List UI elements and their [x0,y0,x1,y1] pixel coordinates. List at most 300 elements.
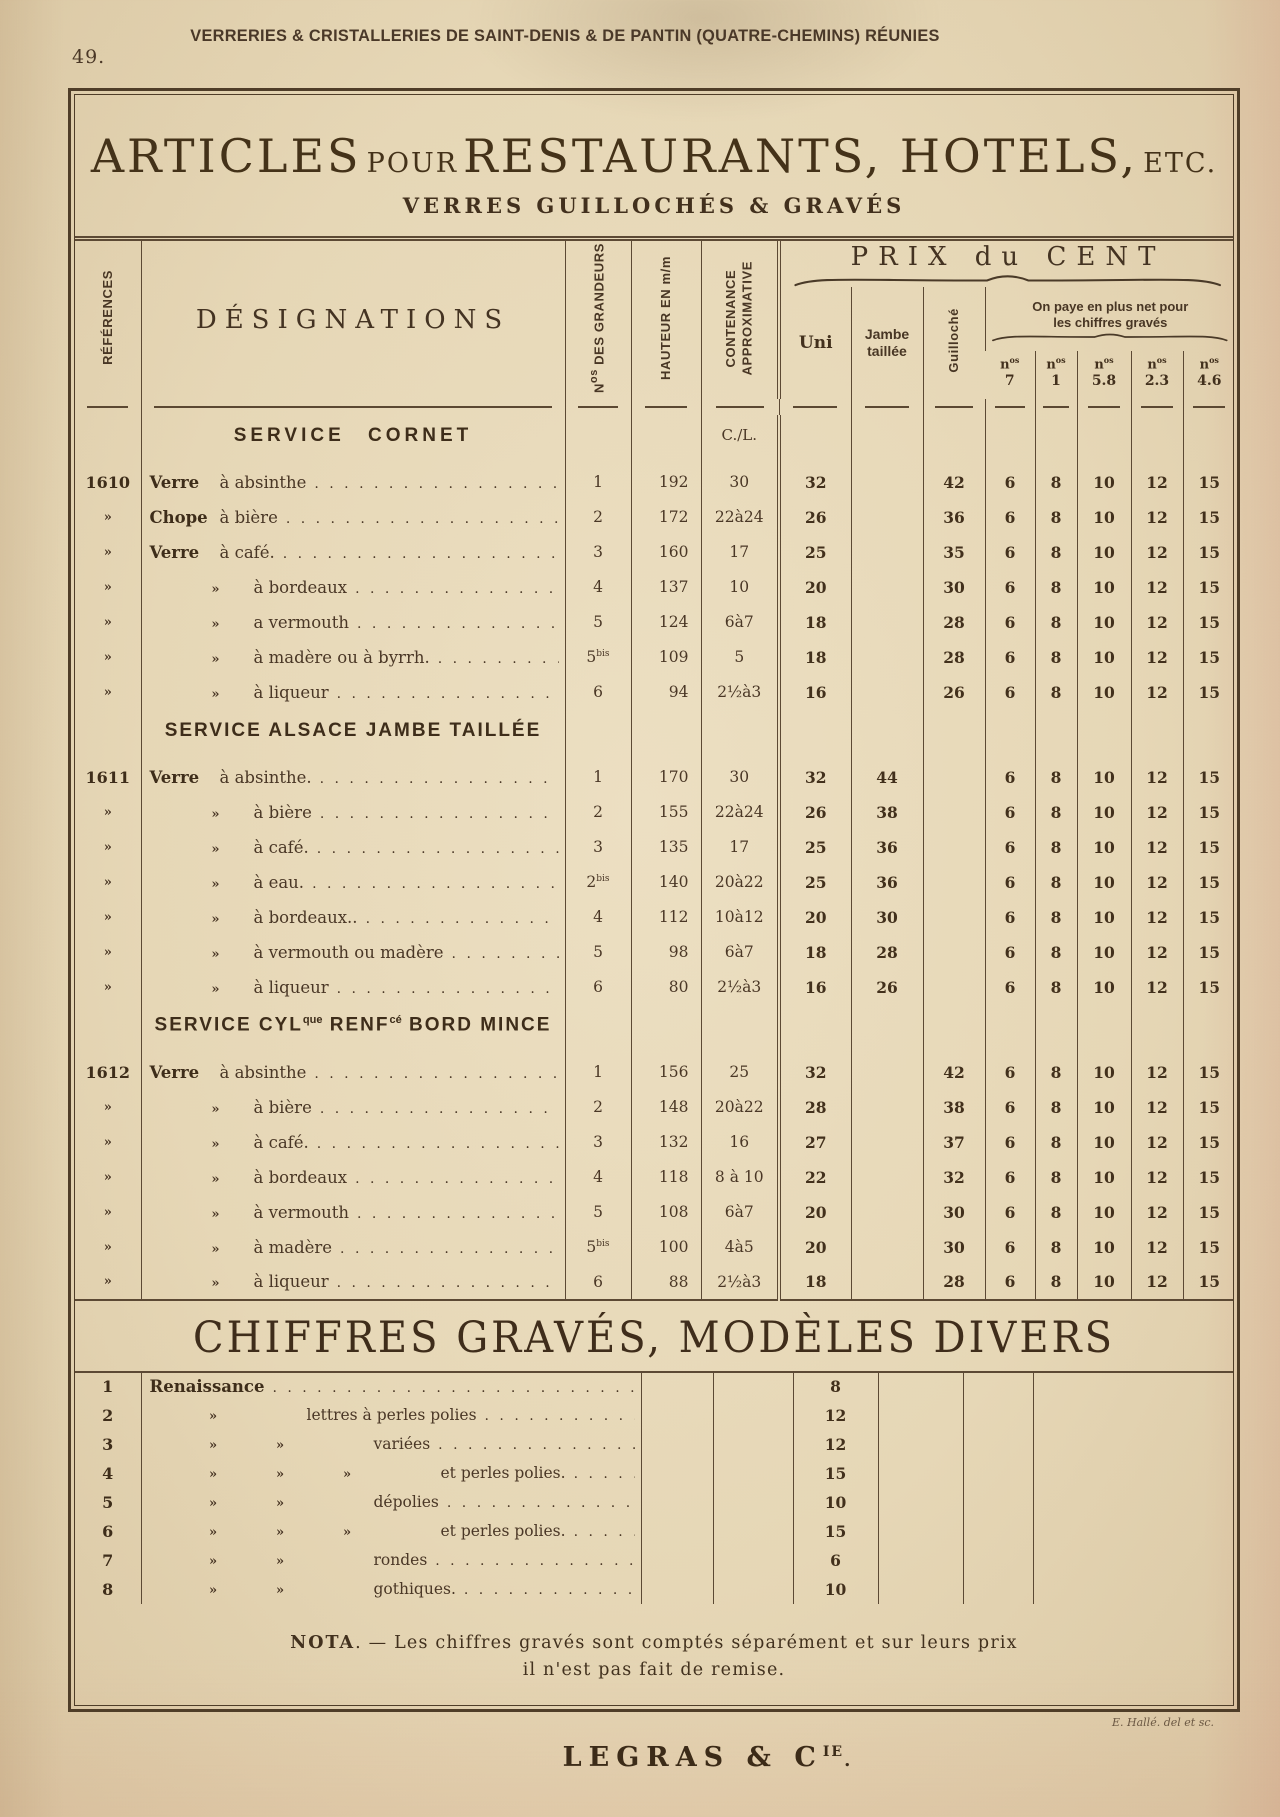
surcharge-cell: 10 [1077,970,1131,1005]
designation-cell: » à bordeaux.. . . . [141,900,565,935]
jambe-price-cell [851,605,923,640]
surcharge-cell [985,1005,1035,1055]
uni-price-cell: 25 [779,535,851,570]
height-cell: 172 [631,500,701,535]
empty-cell [713,1517,793,1546]
capacity-cell: 2½à3 [701,1265,779,1300]
surcharge-cell: 12 [1131,1090,1183,1125]
surcharge-col-header: $n^{os}$ 5.8 [1077,351,1131,399]
height-cell: 132 [631,1125,701,1160]
height-cell: 137 [631,570,701,605]
page-title [75,129,1233,183]
height-cell: 118 [631,1160,701,1195]
uni-price-cell: 18 [779,1265,851,1300]
designation-cell: » à eau. . . . [141,865,565,900]
price-cell: 15 [793,1459,878,1488]
underline-dash [793,406,837,408]
guilloche-price-cell [923,830,985,865]
repeat-mark: » [211,981,220,997]
surcharge-cell: 8 [1035,535,1077,570]
designation-cell: » à liqueur . . . [141,970,565,1005]
guilloche-price-cell [923,710,985,760]
ref-cell: » [103,1099,112,1115]
surcharge-cell: 15 [1183,1125,1234,1160]
dot-leader [312,876,558,892]
model-designation-cell: » » variées . . . [141,1430,641,1459]
height-cell: 160 [631,535,701,570]
uni-column-header: Uni [779,287,851,399]
surcharge-cell [1131,1005,1183,1055]
model-number-cell: 8 [102,1579,114,1599]
capacity-cell: 2½à3 [701,675,779,710]
surcharge-cell: 10 [1077,1055,1131,1090]
jambe-price-cell [851,1090,923,1125]
height-cell: 112 [631,900,701,935]
surcharge-cell [1183,1005,1234,1055]
ref-cell: » [103,839,112,855]
surcharge-cell: 6 [985,675,1035,710]
surcharge-cell: 6 [985,605,1035,640]
dot-leader [317,1136,559,1152]
surcharge-cell: 15 [1183,760,1234,795]
empty-cell [713,1430,793,1459]
capacity-column-header: CONTENANCE APPROXIMATIVE [701,239,779,399]
empty-cell [641,1488,713,1517]
height-cell: 140 [631,865,701,900]
size-cell: 1 [565,760,631,795]
height-cell: 109 [631,640,701,675]
page-frame [68,88,1240,1712]
surcharge-cell: 12 [1131,675,1183,710]
header-underline [1035,399,1077,415]
header-underline [1183,399,1234,415]
guilloche-price-cell: 30 [923,1195,985,1230]
jambe-price-cell [851,1195,923,1230]
repeat-mark: » [211,876,220,892]
repeat-mark: » [211,1136,220,1152]
surcharge-cell: 6 [985,795,1035,830]
surcharge-cell: 12 [1131,500,1183,535]
ref-cell: » [103,1169,112,1185]
dot-leader [574,1524,635,1540]
surcharge-cell: 6 [985,1160,1035,1195]
guilloche-price-cell [923,970,985,1005]
capacity-unit-cell: C./L. [701,415,779,465]
brace-ornament [792,274,1223,287]
height-cell: 155 [631,795,701,830]
surcharge-cell: 6 [985,1265,1035,1300]
uni-price-cell: 18 [779,935,851,970]
table-row [75,830,1234,865]
dot-leader [283,546,559,562]
dot-leader [314,1066,558,1082]
surcharge-cell: 10 [1077,865,1131,900]
surcharge-cell: 12 [1131,535,1183,570]
dot-leader [355,581,558,597]
surcharge-cell: 15 [1183,795,1234,830]
empty-cell [641,1430,713,1459]
underline-dash [645,406,688,408]
empty-cell [878,1517,963,1546]
size-cell [565,1005,631,1055]
surcharge-cell: 15 [1183,1230,1234,1265]
empty-cell [963,1546,1033,1575]
underline-dash [995,406,1025,408]
designation-cell: » à madère . . . [141,1230,565,1265]
designation-cell: » à bordeaux . . . [141,570,565,605]
capacity-cell: 6à7 [701,1195,779,1230]
capacity-cell: 10à12 [701,900,779,935]
ref-cell: » [103,1134,112,1150]
guilloche-price-cell: 38 [923,1090,985,1125]
model-number-cell: 4 [102,1463,114,1483]
jambe-price-cell: 36 [851,865,923,900]
table-row [75,1265,1234,1300]
nota-text: NOTA. — Les chiffres gravés sont comptés séparément et sur leurs prix il n'est pas fait de remise. [290,1632,1018,1680]
dot-leader [485,1408,635,1424]
uni-price-cell: 26 [779,795,851,830]
surcharge-cell: 8 [1035,830,1077,865]
empty-cell [1033,1430,1234,1459]
uni-price-cell [779,1005,851,1055]
guilloche-price-cell: 42 [923,465,985,500]
uni-price-cell: 20 [779,900,851,935]
title-word: RESTAURANTS, HOTELS, [463,129,1139,183]
size-cell: 2 [565,1090,631,1125]
height-cell [631,415,701,465]
repeat-mark: » [211,946,220,962]
uni-price-cell [779,710,851,760]
title-word: ETC. [1143,148,1218,179]
model-designation-cell: Renaissance . . . [141,1372,641,1401]
surcharge-cell: 12 [1131,570,1183,605]
repeat-mark: » [208,1583,218,1598]
height-cell: 135 [631,830,701,865]
repeat-mark: » [211,581,220,597]
repeat-mark: » [342,1467,352,1482]
capacity-cell: 30 [701,760,779,795]
empty-cell [713,1372,793,1401]
size-cell: 3 [565,830,631,865]
jambe-price-cell: 38 [851,795,923,830]
empty-cell [963,1372,1033,1401]
underline-dash [1043,406,1068,408]
repeat-mark: » [275,1583,285,1598]
surcharge-cell: 15 [1183,865,1234,900]
height-cell: 100 [631,1230,701,1265]
size-cell: 3 [565,1125,631,1160]
size-cell: 2 [565,500,631,535]
surcharge-cell: 10 [1077,1125,1131,1160]
surcharge-cell: 6 [985,935,1035,970]
empty-cell [1033,1372,1234,1401]
empty-cell [1033,1488,1234,1517]
surcharge-cell: 10 [1077,1230,1131,1265]
surcharge-cell: 15 [1183,605,1234,640]
empty-cell [713,1459,793,1488]
surcharge-cell: 10 [1077,935,1131,970]
dot-leader [438,651,559,667]
dot-leader [320,771,559,787]
table-row [75,675,1234,710]
underline-dash [578,406,618,408]
surcharge-cell: 12 [1131,760,1183,795]
capacity-cell: 22à24 [701,795,779,830]
jambe-price-cell: 44 [851,760,923,795]
surcharge-cell: 12 [1131,865,1183,900]
surcharge-cell: 8 [1035,675,1077,710]
surcharge-cell: 15 [1183,675,1234,710]
guilloche-price-cell: 30 [923,570,985,605]
empty-cell [641,1575,713,1604]
ref-cell: » [103,579,112,595]
dot-leader [357,1206,558,1222]
surcharge-cell: 8 [1035,1265,1077,1300]
surcharge-cell: 8 [1035,1090,1077,1125]
surcharge-cell: 12 [1131,605,1183,640]
surcharge-cell: 10 [1077,605,1131,640]
empty-cell [878,1459,963,1488]
underline-dash [865,406,909,408]
table-row [75,1125,1234,1160]
surcharge-cell: 12 [1131,1195,1183,1230]
dot-leader [340,1241,558,1257]
table-row [75,1430,1234,1459]
surcharge-cell: 12 [1131,1160,1183,1195]
surcharge-cell: 15 [1183,935,1234,970]
size-cell [565,415,631,465]
size-cell [565,710,631,760]
guilloche-price-cell: 42 [923,1055,985,1090]
references-column-header: RÉFÉRENCES [99,270,115,366]
empty-cell [963,1430,1033,1459]
repeat-mark: » [208,1525,218,1540]
surcharge-cell: 6 [985,970,1035,1005]
surcharge-cell: 8 [1035,760,1077,795]
repeat-mark: » [208,1409,218,1424]
jambe-price-cell: 36 [851,830,923,865]
empty-cell [878,1546,963,1575]
surcharge-col-header: $n^{os}$ 2.3 [1131,351,1183,399]
dot-leader [337,1275,559,1291]
size-cell: 6 [565,675,631,710]
ref-cell: » [103,649,112,665]
sizes-column-header: $N^{os}$ DES GRANDEURS [565,239,631,399]
dot-leader [320,1101,559,1117]
capacity-cell: 22à24 [701,500,779,535]
surcharge-cell [1077,710,1131,760]
designation-cell: Verre à absinthe . . . [141,1055,565,1090]
chiffres-section-title: CHIFFRES GRAVÉS, MODÈLES DIVERS [192,1312,1116,1363]
jambe-price-cell: 30 [851,900,923,935]
empty-cell [963,1459,1033,1488]
ref-cell: 1610 [85,472,131,492]
guilloche-price-cell [923,900,985,935]
surcharge-cell [1131,415,1183,465]
repeat-mark: » [211,1101,220,1117]
designation-cell: » à vermouth ou madère . . . [141,935,565,970]
company-name: LEGRAS & $C^{IE}$. [562,1742,858,1773]
underline-dash [716,406,764,408]
capacity-cell: 20à22 [701,865,779,900]
repeat-mark: » [275,1496,285,1511]
surcharge-cell: 8 [1035,465,1077,500]
empty-cell [878,1430,963,1459]
height-cell [631,710,701,760]
guilloche-price-cell [923,1005,985,1055]
designation-cell: » a vermouth . . . [141,605,565,640]
price-cell: 6 [793,1546,878,1575]
model-number-cell: 5 [102,1492,114,1512]
capacity-cell: 16 [701,1125,779,1160]
surcharge-cell: 15 [1183,535,1234,570]
empty-cell [963,1401,1033,1430]
dot-leader [452,946,559,962]
size-cell: 6 [565,970,631,1005]
capacity-unit-cell [701,710,779,760]
model-designation-cell: » » gothiques. . . . [141,1575,641,1604]
height-cell [631,1005,701,1055]
height-cell: 94 [631,675,701,710]
repeat-mark: » [275,1554,285,1569]
surcharge-cell: 15 [1183,1090,1234,1125]
uni-price-cell: 26 [779,500,851,535]
table-row [75,865,1234,900]
guilloche-price-cell [923,865,985,900]
capacity-unit-cell [701,1005,779,1055]
surcharge-cell: 6 [985,900,1035,935]
guilloche-price-cell: 32 [923,1160,985,1195]
guilloche-price-cell [923,935,985,970]
surcharge-cell: 6 [985,465,1035,500]
table-row [75,1488,1234,1517]
designations-column-header: DÉSIGNATIONS [141,239,565,399]
dot-leader [574,1466,635,1482]
surcharge-cell: 10 [1077,640,1131,675]
guilloche-price-cell: 36 [923,500,985,535]
surcharge-cell: 10 [1077,535,1131,570]
model-designation-cell: » » » et perles polies. . . . [141,1517,641,1546]
repeat-mark: » [211,1171,220,1187]
jambe-price-cell [851,710,923,760]
surcharge-cell: 12 [1131,1055,1183,1090]
table-row [75,605,1234,640]
surcharge-cell: 15 [1183,900,1234,935]
page-number: 49. [72,46,106,68]
table-row [75,640,1234,675]
surcharge-col-header: $n^{os}$ 1 [1035,351,1077,399]
dot-leader [337,686,559,702]
table-row [75,500,1234,535]
surcharge-cell: 8 [1035,640,1077,675]
surcharge-cell: 6 [985,1125,1035,1160]
section-title-row [75,415,1234,465]
size-cell: 4 [565,570,631,605]
uni-price-cell: 27 [779,1125,851,1160]
surcharge-col-header: $n^{os}$ 7 [1000,354,1020,389]
surcharge-cell: 15 [1183,1195,1234,1230]
surcharge-cell: 10 [1077,500,1131,535]
engraver-credit: E. Hallé. del et sc. [1111,1716,1214,1729]
surcharge-cell: 15 [1183,970,1234,1005]
guilloche-price-cell: 28 [923,640,985,675]
surcharge-cell: 12 [1131,970,1183,1005]
empty-cell [641,1401,713,1430]
surcharge-cell: 8 [1035,900,1077,935]
jambe-price-cell [851,465,923,500]
jambe-price-cell [851,640,923,675]
section-title: SERVICE CORNET [141,415,565,465]
header-underline [1077,399,1131,415]
dot-leader [337,981,559,997]
capacity-cell: 30 [701,465,779,500]
surcharge-cell: 8 [1035,1195,1077,1230]
designation-cell: » à bière . . . [141,795,565,830]
jambe-price-cell [851,1005,923,1055]
price-cell: 8 [793,1372,878,1401]
jambe-price-cell [851,1055,923,1090]
uni-price-cell: 18 [779,605,851,640]
surcharge-cell: 15 [1183,830,1234,865]
height-cell: 192 [631,465,701,500]
empty-cell [1033,1459,1234,1488]
ref-cell: » [103,509,112,525]
height-cell: 148 [631,1090,701,1125]
ref-cell: » [103,944,112,960]
empty-cell [1033,1546,1234,1575]
model-designation-cell: » lettres à perles polies . . . [141,1401,641,1430]
uni-price-cell: 20 [779,1195,851,1230]
height-cell: 156 [631,1055,701,1090]
surcharge-cell: 10 [1077,1195,1131,1230]
underline-dash [1193,406,1225,408]
jambe-price-cell [851,535,923,570]
surcharge-cell: 10 [1077,795,1131,830]
dot-leader [435,1553,634,1569]
ref-cell: 1611 [85,767,131,787]
repeat-mark: » [208,1554,218,1569]
dot-leader [438,1437,634,1453]
surcharge-cell: 12 [1131,935,1183,970]
model-designation-cell: » » » et perles polies. . . . [141,1459,641,1488]
surcharge-cell: 10 [1077,1160,1131,1195]
surcharge-cell: 8 [1035,795,1077,830]
jambe-price-cell [851,500,923,535]
jambe-price-cell [851,415,923,465]
header-underline [631,399,701,415]
size-cell: 3 [565,535,631,570]
surcharge-cell: 8 [1035,970,1077,1005]
table-row [75,1055,1234,1090]
height-cell: 88 [631,1265,701,1300]
header-underline [851,399,923,415]
capacity-cell: 5 [701,640,779,675]
surcharge-cell: 6 [985,1195,1035,1230]
guilloche-price-cell: 37 [923,1125,985,1160]
header-underline [1131,399,1183,415]
dot-leader [286,511,559,527]
page-frame-inner [74,94,1234,1706]
header-underline [779,399,851,415]
surcharge-cell [1183,710,1234,760]
surcharge-cell: 6 [985,830,1035,865]
table-row [75,1372,1234,1401]
empty-cell [641,1517,713,1546]
surcharge-cell: 15 [1183,1160,1234,1195]
uni-price-cell: 32 [779,760,851,795]
repeat-mark: » [275,1525,285,1540]
repeat-mark: » [211,841,220,857]
